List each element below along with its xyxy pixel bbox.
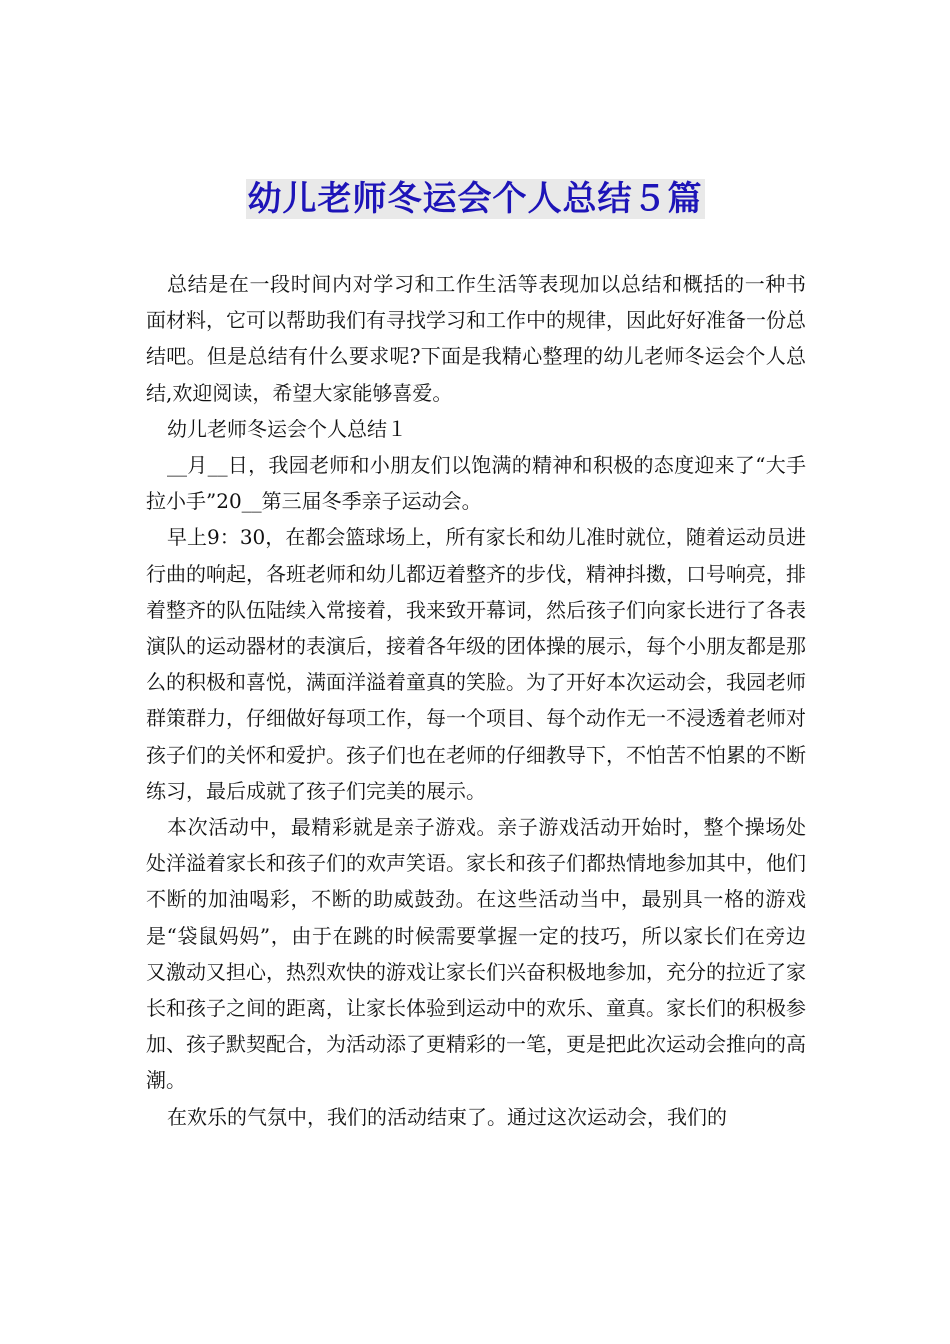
document-title [0,174,950,224]
section-heading: 幼儿老师冬运会个人总结１ [167,416,407,441]
paragraph-intro: 总结是在一段时间内对学习和工作生活等表现加以总结和概括的一种书面材料，它可以帮助我们有寻找学习和工作中的规律，因此好好准备一份总结吧。但是总结有什么要求呢?下面是我精心整理的幼儿老师冬运会个人总结,欢迎阅读，希望大家能够喜爱。 [146,272,806,405]
paragraph-ending: 在欢乐的气氛中，我们的活动结束了。通过这次运动会，我们的 [167,1104,727,1129]
paragraph-opening: 早上9：30，在都会篮球场上，所有家长和幼儿准时就位，随着运动员进行曲的响起，各班老师和幼儿都迈着整齐的步伐，精神抖擞，口号响亮，排着整齐的队伍陆续入常接着，我来致开幕词，然后孩子们向家长进行了各表演队的运动器材的表演后，接着各年级的团体操的展示，每个小朋友都是那么的积极和喜悦，满面洋溢着童真的笑脸。为了开好本次运动会，我园老师群策群力，仔细做好每项工作，每一个项目、每个动作无一不浸透着老师对孩子们的关怀和爱护。孩子们也在老师的仔细教导下，不怕苦不怕累的不断练习，最后成就了孩子们完美的展示。 [146,525,806,803]
paragraph-date: __月__日，我园老师和小朋友们以饱满的精神和积极的态度迎来了“大手拉小手”20__第三届冬季亲子运动会。 [146,453,806,514]
paragraph-games: 本次活动中，最精彩就是亲子游戏。亲子游戏活动开始时，整个操场处处洋溢着家长和孩子们的欢声笑语。家长和孩子们都热情地参加其中，他们不断的加油喝彩，不断的助威鼓劲。在这些活动当中，最别具一格的游戏是“袋鼠妈妈”，由于在跳的时候需要掌握一定的技巧，所以家长们在旁边又激动又担心，热烈欢快的游戏让家长们兴奋积极地参加，充分的拉近了家长和孩子之间的距离，让家长体验到运动中的欢乐、童真。家长们的积极参加、孩子默契配合，为活动添了更精彩的一笔，更是把此次运动会推向的高潮。 [146,815,806,1093]
document-title-text: 幼儿老师冬运会个人总结５篇 [247,179,703,219]
document-body [146,266,806,1135]
